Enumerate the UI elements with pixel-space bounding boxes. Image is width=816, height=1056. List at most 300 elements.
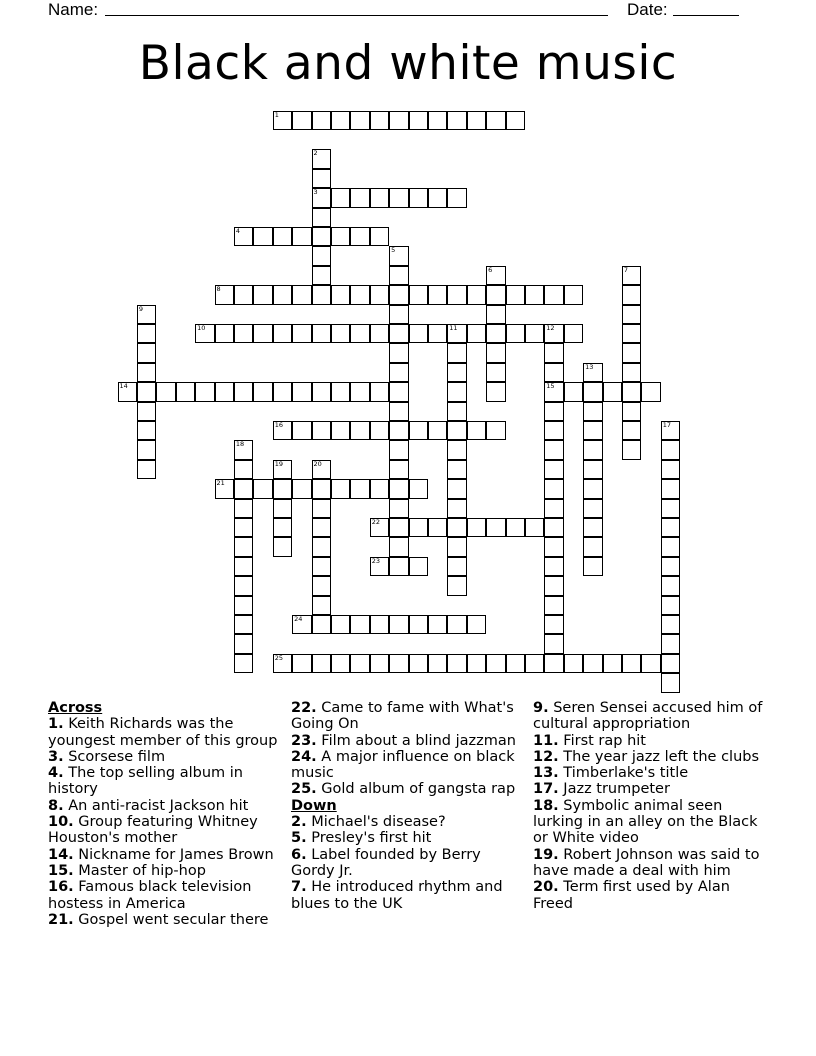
grid-cell[interactable] [273, 479, 293, 499]
grid-cell[interactable] [622, 343, 642, 363]
grid-cell[interactable] [331, 285, 351, 305]
grid-cell[interactable] [331, 111, 351, 131]
grid-cell[interactable] [467, 518, 487, 538]
grid-cell[interactable] [312, 382, 332, 402]
grid-cell[interactable] [234, 615, 254, 635]
grid-cell[interactable] [137, 440, 157, 460]
grid-cell[interactable] [447, 188, 467, 208]
grid-cell[interactable] [312, 188, 332, 208]
clue-item-text: Famous black television hostess in America [48, 879, 252, 912]
grid-cell[interactable] [564, 324, 584, 344]
clue-number: 3 [313, 188, 318, 197]
grid-cell[interactable] [312, 479, 332, 499]
clue-item [291, 733, 523, 749]
grid-cell[interactable] [467, 111, 487, 131]
grid-cell[interactable] [544, 479, 564, 499]
grid-cell[interactable] [564, 285, 584, 305]
grid-cell[interactable] [312, 208, 332, 228]
grid-cell[interactable] [312, 285, 332, 305]
grid-cell[interactable] [447, 537, 467, 557]
grid-cell[interactable] [215, 324, 235, 344]
grid-cell[interactable] [409, 188, 429, 208]
grid-cell[interactable] [234, 324, 254, 344]
grid-cell[interactable] [253, 382, 273, 402]
grid-cell[interactable] [312, 615, 332, 635]
grid-cell[interactable] [447, 654, 467, 674]
grid-cell[interactable] [331, 382, 351, 402]
grid-cell[interactable] [447, 111, 467, 131]
grid-cell[interactable] [389, 479, 409, 499]
clue-item [533, 733, 769, 749]
grid-cell[interactable] [312, 518, 332, 538]
grid-cell[interactable] [409, 421, 429, 441]
grid-cell[interactable] [486, 363, 506, 383]
grid-cell[interactable] [137, 343, 157, 363]
grid-cell[interactable] [544, 343, 564, 363]
grid-cell[interactable] [370, 285, 390, 305]
puzzle-title: Black and white music [138, 36, 678, 91]
grid-cell[interactable] [331, 188, 351, 208]
grid-cell[interactable] [544, 634, 564, 654]
grid-cell[interactable] [544, 537, 564, 557]
grid-cell[interactable] [234, 440, 254, 460]
grid-cell[interactable] [486, 266, 506, 286]
grid-cell[interactable] [409, 285, 429, 305]
grid-cell[interactable] [292, 285, 312, 305]
grid-cell[interactable] [389, 460, 409, 480]
grid-cell[interactable] [370, 479, 390, 499]
clue-item [291, 781, 523, 797]
grid-cell[interactable] [661, 557, 681, 577]
grid-cell[interactable] [467, 654, 487, 674]
grid-cell[interactable] [234, 460, 254, 480]
grid-cell[interactable] [506, 518, 526, 538]
grid-cell[interactable] [273, 460, 293, 480]
grid-cell[interactable] [370, 654, 390, 674]
grid-cell[interactable] [544, 460, 564, 480]
grid-cell[interactable] [661, 634, 681, 654]
grid-cell[interactable] [583, 363, 603, 383]
grid-cell[interactable] [661, 460, 681, 480]
grid-cell[interactable] [564, 382, 584, 402]
clue-item-number: 19. [533, 846, 559, 863]
grid-cell[interactable] [292, 421, 312, 441]
grid-cell[interactable] [370, 382, 390, 402]
grid-cell[interactable] [234, 285, 254, 305]
clue-item [533, 749, 769, 765]
grid-cell[interactable] [234, 499, 254, 519]
grid-cell[interactable] [350, 188, 370, 208]
grid-cell[interactable] [409, 615, 429, 635]
grid-cell[interactable] [312, 537, 332, 557]
grid-cell[interactable] [350, 111, 370, 131]
grid-cell[interactable] [195, 324, 215, 344]
grid-cell[interactable] [389, 557, 409, 577]
clue-item [533, 781, 769, 797]
grid-cell[interactable] [583, 557, 603, 577]
grid-cell[interactable] [622, 305, 642, 325]
grid-cell[interactable] [234, 518, 254, 538]
grid-cell[interactable] [273, 324, 293, 344]
grid-cell[interactable] [137, 421, 157, 441]
grid-cell[interactable] [234, 634, 254, 654]
grid-cell[interactable] [292, 615, 312, 635]
grid-cell[interactable] [312, 246, 332, 266]
grid-cell[interactable] [331, 421, 351, 441]
grid-cell[interactable] [389, 285, 409, 305]
grid-cell[interactable] [583, 402, 603, 422]
clue-item-text: Label founded by Berry Gordy Jr. [291, 846, 481, 879]
grid-cell[interactable] [273, 382, 293, 402]
grid-cell[interactable] [312, 266, 332, 286]
grid-cell[interactable] [273, 537, 293, 557]
grid-cell[interactable] [447, 460, 467, 480]
grid-cell[interactable] [370, 518, 390, 538]
clue-number: 8 [216, 285, 221, 294]
grid-cell[interactable] [486, 654, 506, 674]
grid-cell[interactable] [583, 460, 603, 480]
grid-cell[interactable] [273, 111, 293, 131]
grid-cell[interactable] [447, 402, 467, 422]
grid-cell[interactable] [544, 654, 564, 674]
grid-cell[interactable] [447, 421, 467, 441]
grid-cell[interactable] [544, 440, 564, 460]
grid-cell[interactable] [409, 518, 429, 538]
grid-cell[interactable] [350, 615, 370, 635]
grid-cell[interactable] [312, 169, 332, 189]
grid-cell[interactable] [292, 479, 312, 499]
grid-cell[interactable] [312, 499, 332, 519]
grid-cell[interactable] [661, 673, 681, 693]
grid-cell[interactable] [603, 654, 623, 674]
grid-cell[interactable] [564, 654, 584, 674]
grid-cell[interactable] [544, 324, 564, 344]
clue-item [533, 765, 769, 781]
grid-cell[interactable] [428, 285, 448, 305]
grid-cell[interactable] [622, 285, 642, 305]
grid-cell[interactable] [467, 421, 487, 441]
grid-cell[interactable] [467, 615, 487, 635]
grid-cell[interactable] [312, 557, 332, 577]
grid-cell[interactable] [273, 518, 293, 538]
grid-cell[interactable] [506, 111, 526, 131]
grid-cell[interactable] [389, 537, 409, 557]
grid-cell[interactable] [350, 421, 370, 441]
grid-cell[interactable] [603, 382, 623, 402]
grid-cell[interactable] [583, 440, 603, 460]
grid-cell[interactable] [525, 285, 545, 305]
clue-item-text: Group featuring Whitney Houston's mother [48, 814, 258, 847]
grid-cell[interactable] [273, 227, 293, 247]
clue-number: 7 [623, 265, 629, 274]
grid-cell[interactable] [661, 596, 681, 616]
grid-cell[interactable] [447, 363, 467, 383]
grid-cell[interactable] [370, 188, 390, 208]
grid-cell[interactable] [389, 382, 409, 402]
grid-cell[interactable] [486, 111, 506, 131]
grid-cell[interactable] [389, 111, 409, 131]
grid-cell[interactable] [447, 285, 467, 305]
grid-cell[interactable] [137, 460, 157, 480]
grid-cell[interactable] [389, 305, 409, 325]
grid-cell[interactable] [544, 421, 564, 441]
grid-cell[interactable] [312, 596, 332, 616]
grid-cell[interactable] [331, 227, 351, 247]
grid-cell[interactable] [544, 363, 564, 383]
grid-cell[interactable] [273, 499, 293, 519]
grid-cell[interactable] [312, 324, 332, 344]
grid-cell[interactable] [389, 518, 409, 538]
grid-cell[interactable] [486, 421, 506, 441]
grid-cell[interactable] [273, 285, 293, 305]
grid-cell[interactable] [428, 518, 448, 538]
grid-cell[interactable] [447, 343, 467, 363]
grid-cell[interactable] [389, 266, 409, 286]
grid-cell[interactable] [583, 518, 603, 538]
grid-cell[interactable] [234, 479, 254, 499]
clue-item [48, 814, 280, 847]
grid-cell[interactable] [428, 615, 448, 635]
grid-cell[interactable] [583, 654, 603, 674]
grid-cell[interactable] [389, 654, 409, 674]
grid-cell[interactable] [583, 421, 603, 441]
grid-cell[interactable] [350, 324, 370, 344]
clue-item-number: 10. [48, 814, 74, 831]
grid-cell[interactable] [350, 227, 370, 247]
grid-cell[interactable] [661, 537, 681, 557]
grid-cell[interactable] [331, 615, 351, 635]
grid-cell[interactable] [195, 382, 215, 402]
grid-cell[interactable] [253, 227, 273, 247]
grid-cell[interactable] [234, 596, 254, 616]
grid-cell[interactable] [428, 421, 448, 441]
grid-cell[interactable] [447, 499, 467, 519]
grid-cell[interactable] [544, 518, 564, 538]
grid-cell[interactable] [447, 382, 467, 402]
clue-item-number: 11. [533, 732, 559, 749]
grid-cell[interactable] [312, 149, 332, 169]
grid-cell[interactable] [486, 382, 506, 402]
grid-cell[interactable] [137, 363, 157, 383]
grid-cell[interactable] [447, 324, 467, 344]
clue-item-text: Came to fame with What's Going On [291, 700, 514, 733]
grid-cell[interactable] [525, 654, 545, 674]
grid-cell[interactable] [544, 285, 564, 305]
grid-cell[interactable] [447, 518, 467, 538]
clue-item-text: Timberlake's title [558, 765, 689, 782]
grid-cell[interactable] [312, 227, 332, 247]
grid-cell[interactable] [234, 557, 254, 577]
grid-cell[interactable] [622, 654, 642, 674]
grid-cell[interactable] [292, 654, 312, 674]
grid-cell[interactable] [622, 266, 642, 286]
clue-number: 1 [274, 110, 279, 119]
clue-item-text: Gospel went secular there [73, 911, 269, 928]
grid-cell[interactable] [389, 440, 409, 460]
clue-item-number: 20. [533, 879, 559, 896]
grid-cell[interactable] [661, 499, 681, 519]
grid-cell[interactable] [312, 111, 332, 131]
grid-cell[interactable] [544, 576, 564, 596]
grid-cell[interactable] [486, 343, 506, 363]
clue-item-number: 22. [291, 700, 317, 716]
grid-cell[interactable] [312, 421, 332, 441]
grid-cell[interactable] [331, 479, 351, 499]
grid-cell[interactable] [273, 421, 293, 441]
grid-cell[interactable] [544, 499, 564, 519]
grid-cell[interactable] [661, 440, 681, 460]
grid-cell[interactable] [389, 421, 409, 441]
grid-cell[interactable] [370, 324, 390, 344]
grid-cell[interactable] [641, 382, 661, 402]
grid-cell[interactable] [467, 324, 487, 344]
grid-cell[interactable] [389, 188, 409, 208]
grid-cell[interactable] [506, 285, 526, 305]
grid-cell[interactable] [312, 576, 332, 596]
grid-cell[interactable] [350, 382, 370, 402]
grid-cell[interactable] [331, 324, 351, 344]
clue-number: 15 [546, 382, 555, 391]
grid-cell[interactable] [428, 188, 448, 208]
grid-cell[interactable] [370, 615, 390, 635]
grid-cell[interactable] [544, 596, 564, 616]
grid-cell[interactable] [583, 479, 603, 499]
grid-cell[interactable] [234, 382, 254, 402]
grid-cell[interactable] [292, 111, 312, 131]
grid-cell[interactable] [389, 402, 409, 422]
grid-cell[interactable] [215, 479, 235, 499]
grid-cell[interactable] [486, 324, 506, 344]
grid-cell[interactable] [137, 324, 157, 344]
grid-cell[interactable] [622, 382, 642, 402]
grid-cell[interactable] [409, 111, 429, 131]
grid-cell[interactable] [273, 654, 293, 674]
grid-cell[interactable] [622, 421, 642, 441]
grid-cell[interactable] [370, 111, 390, 131]
grid-cell[interactable] [525, 518, 545, 538]
grid-cell[interactable] [661, 654, 681, 674]
clue-item-text: Robert Johnson was said to have made a deal with him [533, 846, 760, 879]
grid-cell[interactable] [544, 557, 564, 577]
grid-cell[interactable] [389, 324, 409, 344]
grid-cell[interactable] [661, 479, 681, 499]
grid-cell[interactable] [118, 382, 138, 402]
grid-cell[interactable] [428, 654, 448, 674]
grid-cell[interactable] [622, 440, 642, 460]
clue-item-number: 6. [291, 846, 307, 863]
grid-cell[interactable] [506, 324, 526, 344]
grid-cell[interactable] [583, 382, 603, 402]
grid-cell[interactable] [583, 499, 603, 519]
grid-cell[interactable] [447, 576, 467, 596]
grid-cell[interactable] [156, 382, 176, 402]
grid-cell[interactable] [312, 654, 332, 674]
grid-cell[interactable] [661, 518, 681, 538]
grid-cell[interactable] [253, 324, 273, 344]
grid-cell[interactable] [253, 479, 273, 499]
grid-cell[interactable] [331, 654, 351, 674]
grid-cell[interactable] [350, 479, 370, 499]
grid-cell[interactable] [486, 305, 506, 325]
grid-cell[interactable] [389, 363, 409, 383]
clue-item [291, 847, 523, 880]
grid-cell[interactable] [661, 421, 681, 441]
grid-cell[interactable] [370, 227, 390, 247]
grid-cell[interactable] [447, 557, 467, 577]
grid-cell[interactable] [389, 615, 409, 635]
grid-cell[interactable] [215, 382, 235, 402]
grid-cell[interactable] [137, 382, 157, 402]
clue-item-number: 1. [48, 716, 64, 733]
grid-cell[interactable] [389, 343, 409, 363]
clue-item-number: 17. [533, 781, 559, 798]
grid-cell[interactable] [409, 654, 429, 674]
grid-cell[interactable] [506, 654, 526, 674]
grid-cell[interactable] [486, 518, 506, 538]
grid-cell[interactable] [253, 285, 273, 305]
grid-cell[interactable] [622, 324, 642, 344]
grid-cell[interactable] [486, 285, 506, 305]
grid-cell[interactable] [234, 576, 254, 596]
grid-cell[interactable] [312, 460, 332, 480]
name-label: Name: [48, 0, 99, 19]
grid-cell[interactable] [350, 285, 370, 305]
across-clue-list [48, 716, 280, 928]
grid-cell[interactable] [661, 576, 681, 596]
clue-item [48, 765, 280, 798]
grid-cell[interactable] [428, 324, 448, 344]
grid-cell[interactable] [622, 402, 642, 422]
grid-cell[interactable] [389, 246, 409, 266]
grid-cell[interactable] [467, 285, 487, 305]
grid-cell[interactable] [622, 363, 642, 383]
grid-cell[interactable] [544, 615, 564, 635]
grid-cell[interactable] [234, 654, 254, 674]
grid-cell[interactable] [292, 382, 312, 402]
grid-cell[interactable] [370, 557, 390, 577]
grid-cell[interactable] [583, 537, 603, 557]
grid-cell[interactable] [661, 615, 681, 635]
grid-cell[interactable] [234, 227, 254, 247]
grid-cell[interactable] [176, 382, 196, 402]
grid-cell[interactable] [292, 324, 312, 344]
grid-cell[interactable] [409, 479, 429, 499]
grid-cell[interactable] [389, 499, 409, 519]
grid-cell[interactable] [641, 654, 661, 674]
grid-cell[interactable] [447, 440, 467, 460]
grid-cell[interactable] [409, 557, 429, 577]
grid-cell[interactable] [370, 421, 390, 441]
clue-item-text: A major influence on black music [291, 748, 515, 782]
grid-cell[interactable] [447, 479, 467, 499]
grid-cell[interactable] [215, 285, 235, 305]
grid-cell[interactable] [525, 324, 545, 344]
grid-cell[interactable] [428, 111, 448, 131]
grid-cell[interactable] [447, 615, 467, 635]
grid-cell[interactable] [137, 305, 157, 325]
grid-cell[interactable] [137, 402, 157, 422]
grid-cell[interactable] [350, 654, 370, 674]
grid-cell[interactable] [234, 537, 254, 557]
clue-item-text: Master of hip-hop [73, 862, 206, 879]
clue-number: 19 [274, 459, 283, 468]
grid-cell[interactable] [544, 402, 564, 422]
clue-item [291, 879, 523, 912]
grid-cell[interactable] [544, 382, 564, 402]
grid-cell[interactable] [409, 324, 429, 344]
grid-cell[interactable] [292, 227, 312, 247]
clue-item [533, 879, 769, 912]
